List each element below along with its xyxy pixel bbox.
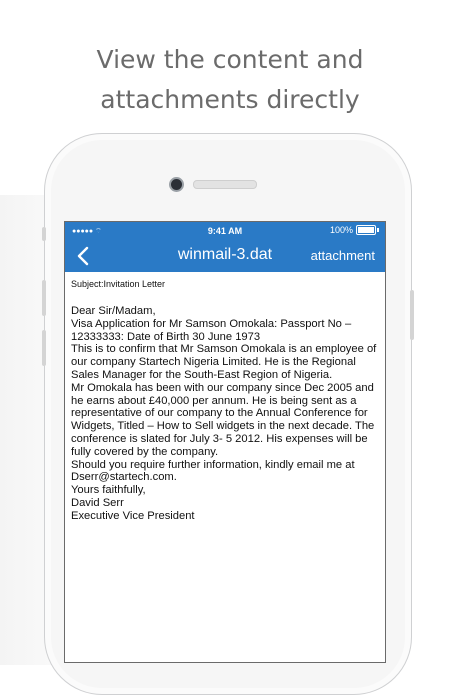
battery-percent: 100% bbox=[329, 225, 353, 235]
promo-headline bbox=[0, 40, 460, 120]
battery-indicator bbox=[330, 225, 379, 235]
battery-icon bbox=[356, 225, 376, 235]
headline-line-1: View the content and bbox=[96, 45, 364, 74]
signal-strength-icon: ●●●●● ⌔ bbox=[72, 228, 102, 235]
mute-switch bbox=[42, 227, 46, 241]
email-link[interactable]: Dserr@startech.com. bbox=[71, 471, 177, 484]
email-subject: Subject:Invitation Letter bbox=[71, 279, 166, 289]
body-line: 12333333: Date of Birth 30 June 1973 bbox=[71, 330, 261, 343]
front-camera bbox=[169, 177, 184, 192]
earpiece-speaker bbox=[193, 180, 257, 189]
headline-line-2: attachments directly bbox=[100, 85, 360, 114]
body-line: This is to confirm that Mr Samson Omokala is an employee of bbox=[71, 343, 377, 356]
body-line: Visa Application for Mr Samson Omokala: Passport No – bbox=[71, 317, 352, 330]
file-title: winmail-3.dat bbox=[177, 246, 273, 263]
attachment-button[interactable]: attachment bbox=[310, 248, 375, 263]
body-line: Sales Manager for the South-East Region of Nigeria. bbox=[71, 368, 333, 381]
power-button bbox=[410, 290, 414, 340]
status-time: 9:41 AM bbox=[207, 226, 243, 236]
body-line: Widgets, Titled – How to Sell widgets in the next decade. The bbox=[71, 420, 375, 433]
body-line: Executive Vice President bbox=[71, 509, 195, 522]
body-line: he earns about £40,000 per annum. He is being sent as a bbox=[71, 394, 357, 407]
body-line: Mr Omokala has been with our company since Dec 2005 and bbox=[71, 381, 374, 394]
app-header bbox=[65, 222, 385, 272]
phone-screen bbox=[64, 221, 386, 663]
body-line[interactable]: Should you require further information, kindly email me at bbox=[71, 458, 355, 471]
volume-up-button bbox=[42, 280, 46, 316]
email-body bbox=[71, 305, 383, 523]
body-line: conference is slated for July 3- 5 2012. His expenses will be bbox=[71, 432, 368, 445]
body-line: David Serr bbox=[71, 496, 124, 509]
battery-cap bbox=[377, 228, 379, 232]
body-line: representative of our company to the Annual Conference for bbox=[71, 407, 368, 420]
body-line: Dear Sir/Madam, bbox=[71, 305, 156, 317]
body-line: Yours faithfully, bbox=[71, 484, 146, 497]
body-line: fully covered by the company. bbox=[71, 445, 219, 458]
body-line: our company Startech Nigeria Limited. He is the Regional bbox=[71, 356, 356, 369]
status-bar bbox=[65, 222, 385, 240]
volume-down-button bbox=[42, 330, 46, 366]
